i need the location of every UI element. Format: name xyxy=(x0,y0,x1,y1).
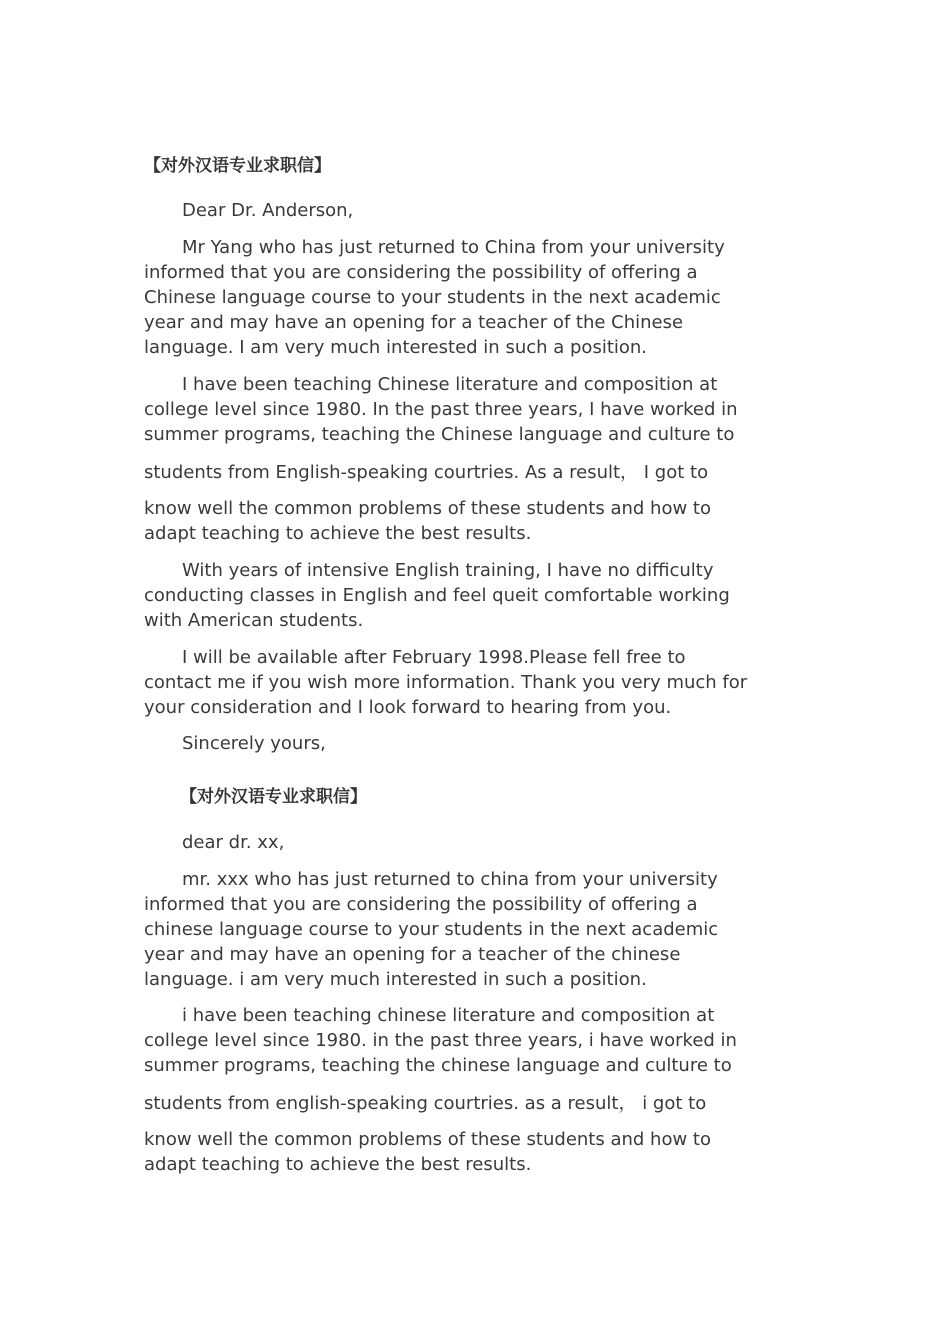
text-line: college level since 1980. In the past three years, I have worked in xyxy=(144,399,738,420)
text-line: Mr Yang who has just returned to China from your university xyxy=(182,237,725,258)
text-line: language. I am very much interested in such a position. xyxy=(144,337,648,358)
text-line: year and may have an opening for a teacher of the chinese xyxy=(144,944,681,965)
text-line: Chinese language course to your students in the next academic xyxy=(144,287,721,308)
paragraph-2-1 xyxy=(144,867,794,992)
paragraph-1-1 xyxy=(144,235,794,360)
text-line: i have been teaching chinese literature and composition at xyxy=(182,1005,715,1026)
paragraph-2-2c xyxy=(144,1127,794,1177)
text-line: students from English-speaking courtries. As a result， I got to xyxy=(144,462,709,483)
text-line: year and may have an opening for a teacher of the Chinese xyxy=(144,312,684,333)
letter-heading-1: 【对外汉语专业求职信】 xyxy=(144,156,331,176)
closing-1 xyxy=(144,731,794,756)
paragraph-1-3 xyxy=(144,558,794,633)
text-line: summer programs, teaching the chinese language and culture to xyxy=(144,1055,732,1076)
text-line: informed that you are considering the possibility of offering a xyxy=(144,262,698,283)
text-line: know well the common problems of these students and how to xyxy=(144,498,711,519)
text-line: adapt teaching to achieve the best results. xyxy=(144,1154,532,1175)
text-line: with American students. xyxy=(144,610,364,631)
letter-heading-2: 【对外汉语专业求职信】 xyxy=(180,787,367,807)
text-line: know well the common problems of these students and how to xyxy=(144,1129,711,1150)
text-line: I will be available after February 1998.Please fell free to xyxy=(182,647,686,668)
text-line: chinese language course to your students in the next academic xyxy=(144,919,719,940)
salutation-text: Dear Dr. Anderson, xyxy=(182,200,354,221)
text-line: With years of intensive English training, I have no difficulty xyxy=(182,560,714,581)
paragraph-1-2c xyxy=(144,496,794,546)
text-line: contact me if you wish more information. Thank you very much for xyxy=(144,672,748,693)
text-line: language. i am very much interested in such a position. xyxy=(144,969,647,990)
paragraph-1-2a xyxy=(144,372,794,447)
paragraph-1-2b xyxy=(144,460,794,485)
closing-text: Sincerely yours, xyxy=(182,733,326,754)
text-line: college level since 1980. in the past three years, i have worked in xyxy=(144,1030,737,1051)
salutation-2 xyxy=(144,830,794,855)
paragraph-2-2b xyxy=(144,1091,794,1116)
text-line: students from english-speaking courtries. as a result， i got to xyxy=(144,1093,707,1114)
text-line: informed that you are considering the possibility of offering a xyxy=(144,894,698,915)
text-line: summer programs, teaching the Chinese language and culture to xyxy=(144,424,735,445)
text-line: adapt teaching to achieve the best results. xyxy=(144,523,532,544)
text-line: I have been teaching Chinese literature and composition at xyxy=(182,374,718,395)
text-line: conducting classes in English and feel queit comfortable working xyxy=(144,585,730,606)
paragraph-2-2a xyxy=(144,1003,794,1078)
salutation-text: dear dr. xx, xyxy=(182,832,285,853)
text-line: your consideration and I look forward to hearing from you. xyxy=(144,697,672,718)
text-line: mr. xxx who has just returned to china from your university xyxy=(182,869,718,890)
salutation-1 xyxy=(144,198,794,223)
paragraph-1-4 xyxy=(144,645,794,720)
